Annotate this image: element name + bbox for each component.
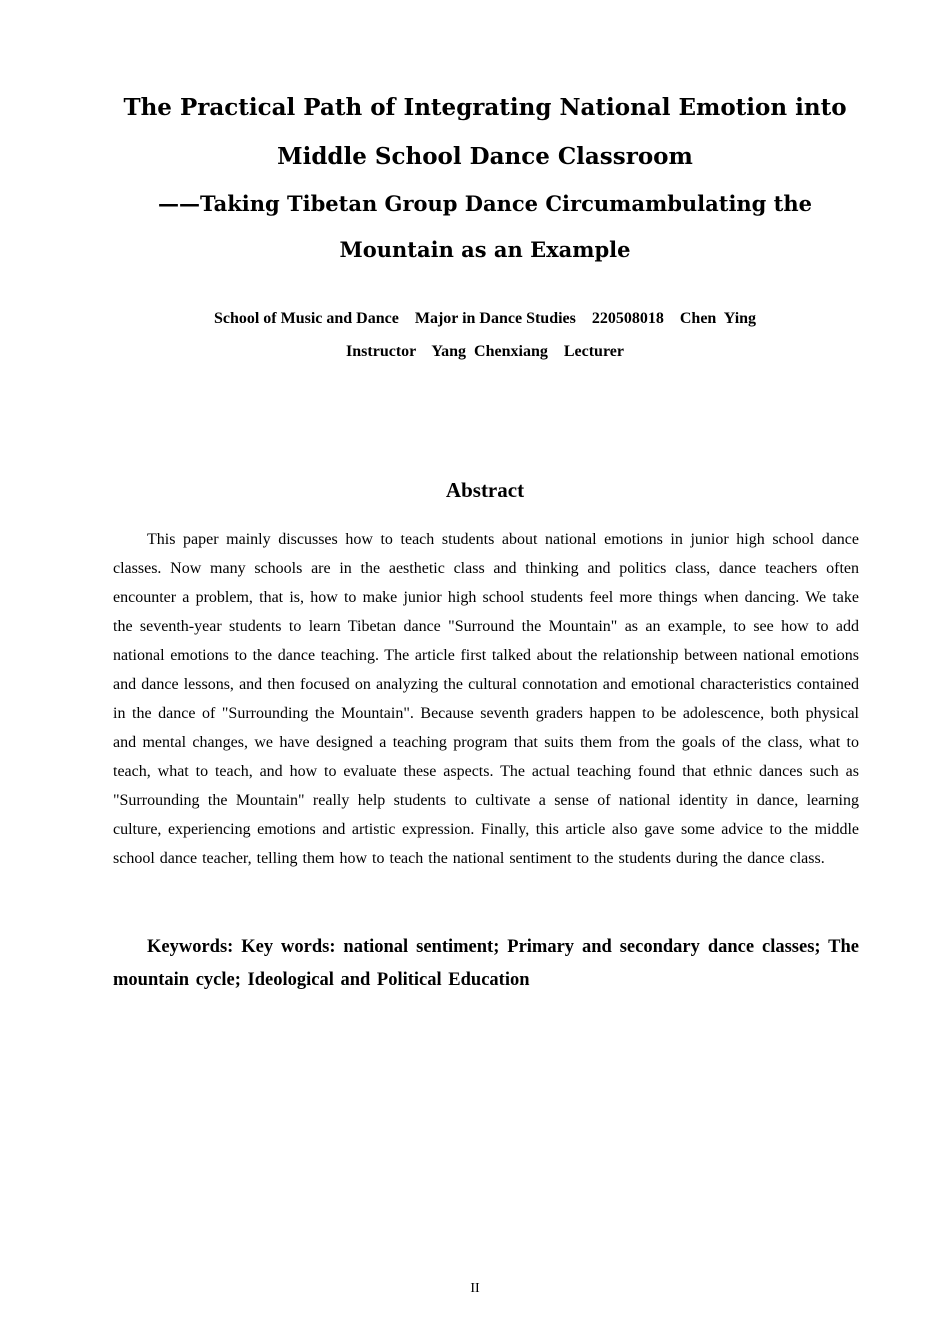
- page-number: II: [470, 1281, 480, 1296]
- paper-title: The Practical Path of Integrating National Emotion into Middle School Dance Classroom: [123, 94, 847, 170]
- paper-subtitle: ——Taking Tibetan Group Dance Circumambulating the Mountain as an Example: [157, 191, 813, 262]
- abstract-heading: Abstract: [445, 478, 525, 502]
- abstract-body: This paper mainly discusses how to teach students about national emotions in junior high school dance classes. Now many schools are in the aesthetic class and thinking and politics class, dance teachers often encounter a problem, that is, how to make junior high school students feel more things when dancing. We take the seventh-year students to learn Tibetan dance "Surround the Mountain" as an example, to see how to add national emotions to the dance teaching. The article first talked about the relationship between national emotions and dance lessons, and then focused on analyzing the cultural connotation and emotional characteristics contained in the dance of "Surrounding the Mountain". Because seventh graders happen to be adolescence, both physical and mental changes, we have designed a teaching program that suits them from the goals of the class, what to teach, what to teach, and how to evaluate these aspects. The actual teaching found that ethnic dances such as "Surrounding the Mountain" really help students to cultivate a sense of national identity in dance, learning culture, experiencing emotions and artistic expression. Finally, this article also gave some advice to the middle school dance teacher, telling them how to teach the national sentiment to the students during the dance class.: [113, 531, 859, 867]
- keywords: Keywords: Key words: national sentiment; Primary and secondary dance classes; The mountain cycle; Ideological and Political Education: [113, 937, 859, 990]
- instructor-line: Instructor Yang Chenxiang Lecturer: [346, 343, 624, 360]
- author-info: [90, 306, 880, 372]
- author-line: School of Music and Dance Major in Dance Studies 220508018 Chen Ying: [213, 310, 757, 327]
